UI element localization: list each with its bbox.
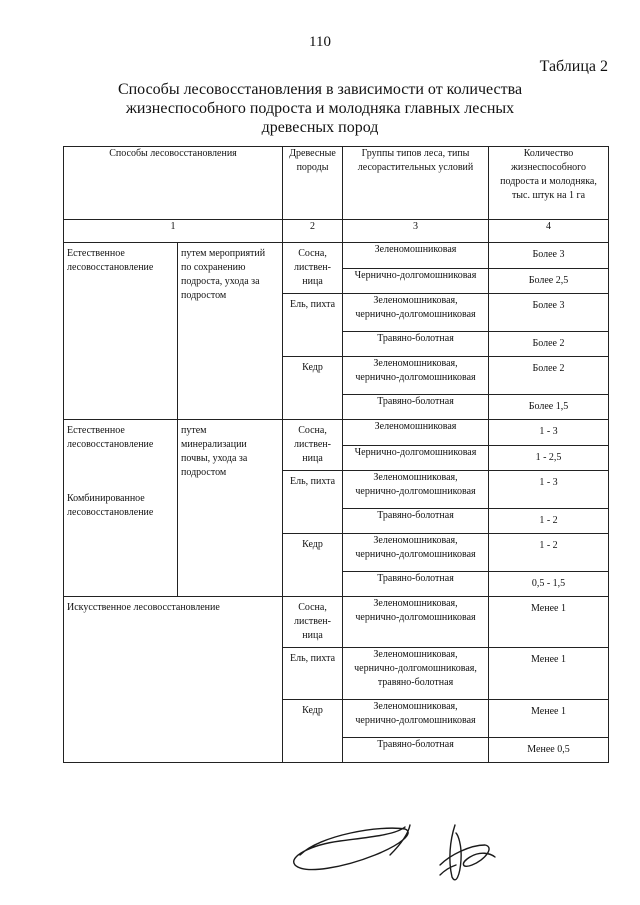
header-groups: Группы типов леса, типы лесорастительных условий: [343, 147, 489, 220]
forest-type-cell: Травяно-болотная: [343, 332, 489, 357]
method-label: Естественное лесовосстановление: [67, 248, 154, 273]
method-cell: [64, 420, 178, 597]
column-number: 2: [283, 220, 343, 243]
approach-cell: путем минерализации почвы, ухода за подростом: [178, 420, 283, 597]
header-row: [64, 147, 609, 220]
forest-type-cell: Травяно-болотная: [343, 738, 489, 763]
quantity-cell: 1 - 3: [489, 471, 609, 509]
forest-type-cell: Зеленомошниковая, чернично-долгомошниковая, травяно-болотная: [343, 648, 489, 700]
method-combined-label: Комбинированное лесовосстановление: [67, 493, 154, 518]
forest-type-cell: Зеленомошниковая, чернично-долгомошниковая: [343, 471, 489, 509]
forest-type-cell: Зеленомошниковая, чернично-долгомошниковая: [343, 534, 489, 572]
table-row: [64, 243, 609, 269]
header-methods: Способы лесовосстановления: [64, 147, 283, 220]
column-number: 3: [343, 220, 489, 243]
forest-type-cell: Чернично-долгомошниковая: [343, 445, 489, 471]
species-cell: Кедр: [283, 700, 343, 763]
quantity-cell: Менее 1: [489, 648, 609, 700]
quantity-cell: 1 - 2: [489, 534, 609, 572]
reforestation-table: [63, 146, 609, 763]
forest-type-cell: Травяно-болотная: [343, 509, 489, 534]
quantity-cell: Более 2: [489, 332, 609, 357]
forest-type-cell: Зеленомошниковая, чернично-долгомошниковая: [343, 357, 489, 395]
forest-type-cell: Травяно-болотная: [343, 395, 489, 420]
table-row: [64, 597, 609, 648]
species-cell: Ель, пихта: [283, 471, 343, 534]
page-number: 110: [309, 34, 331, 50]
column-number: 1: [64, 220, 283, 243]
quantity-cell: 1 - 2: [489, 509, 609, 534]
title-line: жизнеспособного подроста и молодняка главных лесных: [125, 100, 515, 117]
quantity-cell: Менее 1: [489, 700, 609, 738]
species-cell: Сосна, листвен- ница: [283, 243, 343, 294]
forest-type-cell: Зеленомошниковая, чернично-долгомошниковая: [343, 700, 489, 738]
quantity-cell: Менее 0,5: [489, 738, 609, 763]
method-gap: [67, 452, 174, 492]
forest-type-cell: Зеленомошниковая: [343, 420, 489, 446]
quantity-cell: Более 2,5: [489, 268, 609, 294]
species-cell: Ель, пихта: [283, 294, 343, 357]
method-label: Естественное лесовосстановление: [67, 425, 154, 450]
quantity-cell: Более 3: [489, 243, 609, 269]
title-line: Способы лесовосстановления в зависимости от количества: [117, 81, 523, 98]
table-title: [90, 80, 550, 137]
header-species: Древесные породы: [283, 147, 343, 220]
species-cell: Кедр: [283, 534, 343, 597]
quantity-cell: Более 2: [489, 357, 609, 395]
method-cell: Искусственное лесовосстановление: [64, 597, 283, 763]
forest-type-cell: Зеленомошниковая: [343, 243, 489, 269]
handwritten-signature: [280, 815, 520, 895]
title-line: древесных пород: [261, 119, 379, 136]
quantity-cell: 1 - 3: [489, 420, 609, 446]
species-cell: Кедр: [283, 357, 343, 420]
forest-type-cell: Чернично-долгомошниковая: [343, 268, 489, 294]
forest-type-cell: Травяно-болотная: [343, 572, 489, 597]
species-cell: Сосна, листвен- ница: [283, 420, 343, 471]
species-cell: Ель, пихта: [283, 648, 343, 700]
quantity-cell: 0,5 - 1,5: [489, 572, 609, 597]
quantity-cell: Более 3: [489, 294, 609, 332]
quantity-cell: Менее 1: [489, 597, 609, 648]
forest-type-cell: Зеленомошниковая, чернично-долгомошниковая: [343, 294, 489, 332]
table-label: Таблица 2: [539, 58, 608, 75]
column-number-row: [64, 220, 609, 243]
forest-type-cell: Зеленомошниковая, чернично-долгомошниковая: [343, 597, 489, 648]
quantity-cell: 1 - 2,5: [489, 445, 609, 471]
method-cell: [64, 243, 178, 420]
approach-cell: путем мероприятий по сохранению подроста, ухода за подростом: [178, 243, 283, 420]
header-quantity: Количество жизнеспособного подроста и молодняка, тыс. штук на 1 га: [489, 147, 609, 220]
column-number: 4: [489, 220, 609, 243]
quantity-cell: Более 1,5: [489, 395, 609, 420]
table-row: [64, 420, 609, 446]
species-cell: Сосна, листвен- ница: [283, 597, 343, 648]
